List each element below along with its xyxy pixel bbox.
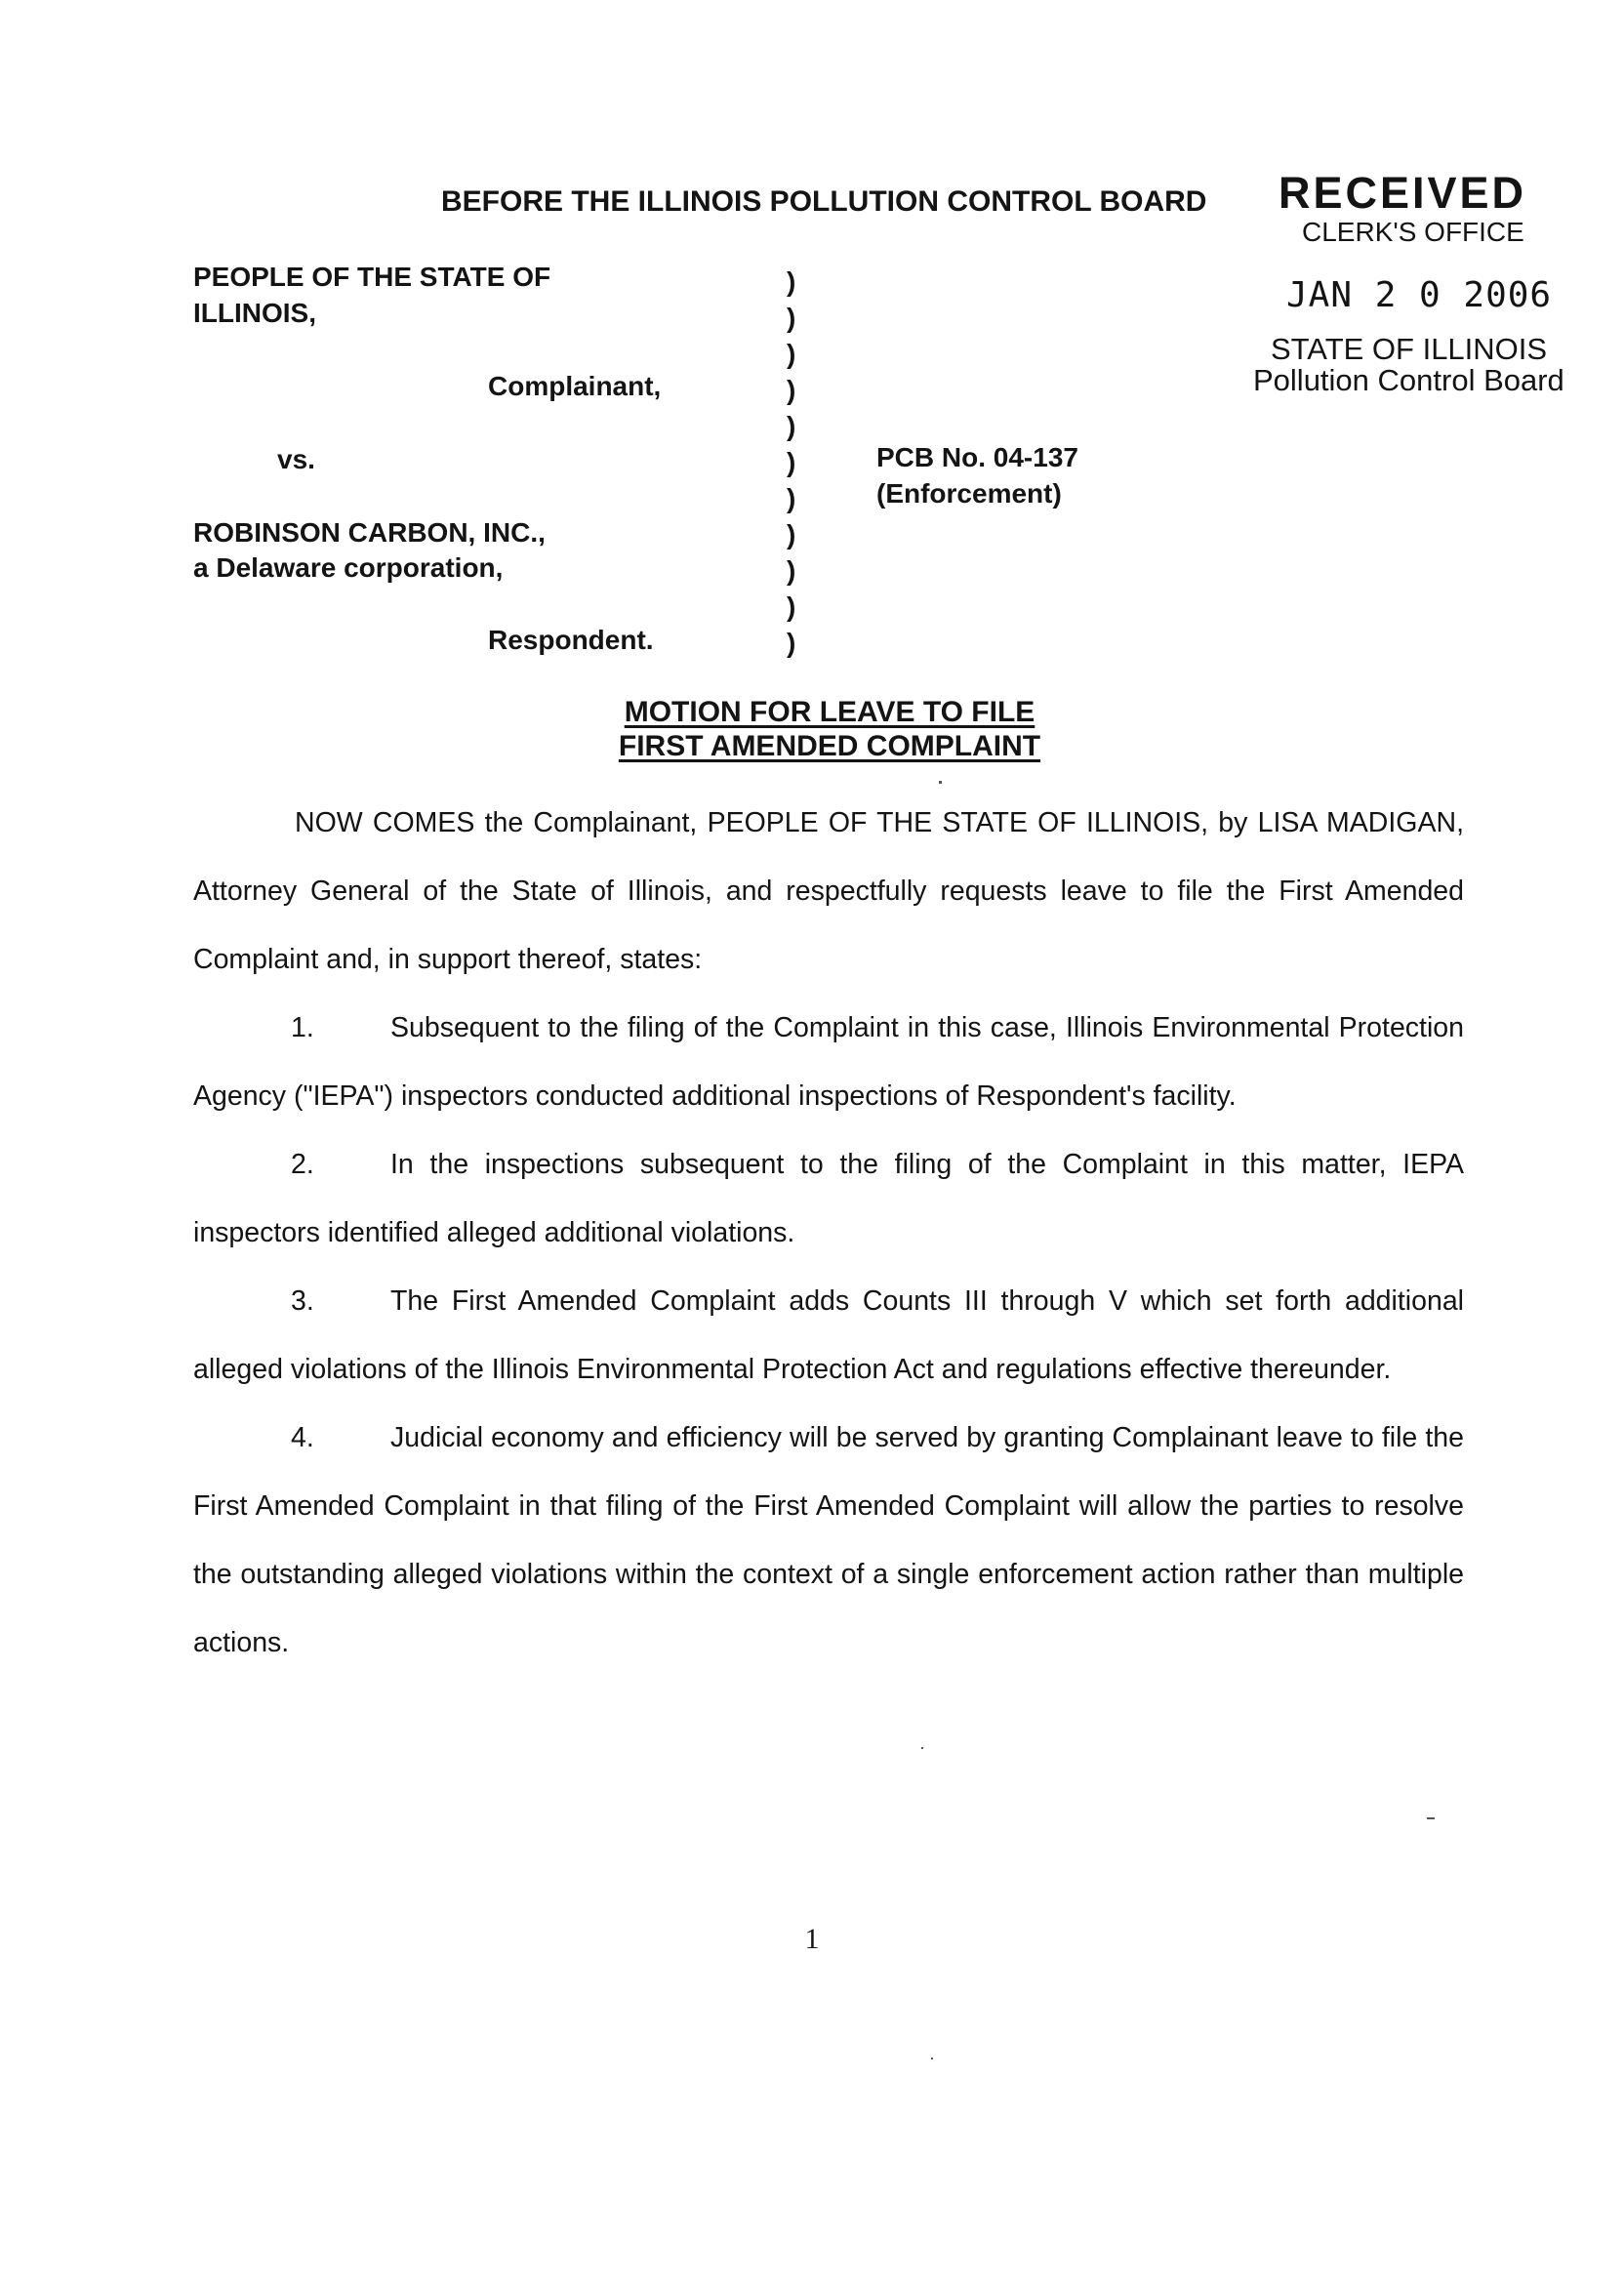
caption-paren: ) (787, 375, 796, 405)
caption-paren: ) (787, 628, 796, 658)
stamp-state: STATE OF ILLINOIS (1271, 332, 1548, 366)
respondent-name-line2: a Delaware corporation, (193, 552, 504, 583)
numbered-paragraph-3 (193, 1267, 1464, 1404)
stamp-received-text: RECEIVED (1279, 168, 1527, 218)
caption-paren: ) (787, 591, 796, 622)
complainant-role: Complainant, (488, 371, 662, 401)
paragraph-number: 4. (291, 1422, 314, 1453)
stamp-date: JAN 2 0 2006 (1286, 275, 1553, 315)
paragraph-text: In the inspections subsequent to the filing of the Complaint in this matter, IEPA inspectors identified alleged additional violations. (193, 1149, 1464, 1248)
case-type: (Enforcement) (876, 478, 1062, 509)
scan-speck (1427, 1817, 1435, 1819)
complainant-name-line1: PEOPLE OF THE STATE OF (193, 262, 551, 292)
caption-paren: ) (787, 483, 796, 513)
board-title: BEFORE THE ILLINOIS POLLUTION CONTROL BOARD (441, 185, 1207, 218)
respondent-role: Respondent. (488, 625, 654, 655)
paragraph-number: 1. (291, 1012, 314, 1043)
complainant-name-line2: ILLINOIS, (193, 298, 316, 328)
stamp-board: Pollution Control Board (1253, 363, 1564, 397)
caption-paren: ) (787, 555, 796, 586)
caption-paren: ) (787, 519, 796, 550)
caption-paren: ) (787, 303, 796, 333)
page-number: 1 (804, 1923, 820, 1955)
motion-title-line2: FIRST AMENDED COMPLAINT (618, 730, 1041, 762)
numbered-paragraph-1 (193, 994, 1464, 1130)
caption-paren: ) (787, 339, 796, 369)
respondent-name-line1: ROBINSON CARBON, INC., (193, 517, 546, 548)
paragraph-number: 2. (291, 1149, 314, 1180)
scan-speck (931, 2058, 933, 2059)
motion-title (488, 695, 1171, 763)
scan-speck (921, 1747, 923, 1749)
stamp-clerk-office: CLERK'S OFFICE (1302, 217, 1524, 247)
case-number: PCB No. 04-137 (876, 442, 1078, 472)
caption-parentheses (787, 264, 795, 661)
caption-paren: ) (787, 447, 796, 477)
paragraph-text: Subsequent to the filing of the Complaint in this case, Illinois Environmental Protection Agency ("IEPA") inspectors conducted additional inspections of Respondent's facility. (193, 1012, 1464, 1112)
caption-paren: ) (787, 266, 796, 297)
scan-speck (939, 781, 942, 784)
numbered-paragraph-2 (193, 1130, 1464, 1267)
paragraph-number: 3. (291, 1285, 314, 1317)
motion-title-line1: MOTION FOR LEAVE TO FILE (624, 696, 1035, 728)
versus-label: vs. (277, 444, 315, 474)
caption-paren: ) (787, 411, 796, 441)
paragraph-text: Judicial economy and efficiency will be served by granting Complainant leave to file the First Amended Complaint in that filing of the First Amended Complaint will allow the parties to resolve the outstanding alleged violations within the context of a single enforcement action rather than multiple actions. (193, 1422, 1464, 1658)
intro-paragraph: NOW COMES the Complainant, PEOPLE OF THE STATE OF ILLINOIS, by LISA MADIGAN, Attorney General of the State of Illinois, and respectfully requests leave to file the First Amended Complaint and, in support thereof, states: (193, 807, 1464, 975)
motion-body (193, 789, 1464, 1677)
numbered-paragraph-4 (193, 1404, 1464, 1677)
paragraph-text: The First Amended Complaint adds Counts III through V which set forth additional alleged violations of the Illinois Environmental Protection Act and regulations effective thereunder. (193, 1285, 1464, 1385)
